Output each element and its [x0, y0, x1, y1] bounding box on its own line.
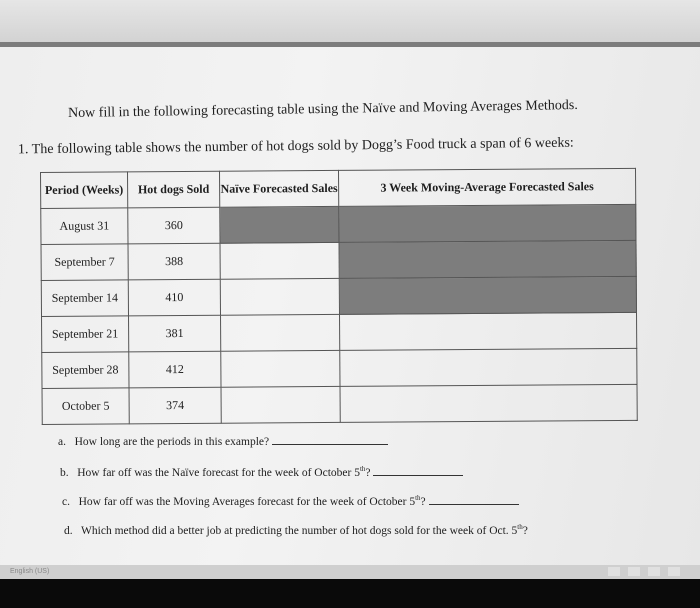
- naive-cell[interactable]: [220, 242, 339, 279]
- period-cell: August 31: [41, 208, 128, 245]
- table-row: [41, 276, 636, 316]
- ma-cell-disabled: [339, 204, 636, 242]
- ma-cell[interactable]: [340, 384, 637, 422]
- table-header-row: [41, 168, 636, 208]
- screen-top: [0, 0, 700, 44]
- superscript: th: [415, 494, 421, 502]
- subquestion-a: [58, 436, 388, 448]
- superscript: th: [517, 523, 523, 531]
- table-row: [42, 312, 637, 352]
- read-mode-icon[interactable]: [608, 567, 620, 576]
- naive-cell[interactable]: [221, 314, 340, 351]
- question-text: How far off was the Naïve forecast for the week of October 5: [77, 466, 360, 479]
- period-cell: September 21: [42, 316, 129, 353]
- monitor-bezel: [0, 579, 700, 608]
- sold-cell: 388: [128, 243, 220, 280]
- status-bar: [0, 565, 700, 579]
- sold-cell: 360: [128, 207, 220, 244]
- answer-blank[interactable]: [272, 444, 388, 445]
- question-text: Which method did a better job at predicting the number of hot dogs sold for the week of Oct. 5: [81, 524, 518, 537]
- forecast-table: [40, 168, 638, 425]
- subquestion-d: d. Which method did a better job at predicting the number of hot dogs sold for the week of Oct. 5th?: [64, 523, 528, 537]
- question-text: How long are the periods in this example?: [74, 436, 270, 448]
- letter: b.: [60, 466, 69, 479]
- period-cell: October 5: [42, 388, 129, 425]
- answer-blank[interactable]: [373, 475, 463, 476]
- ma-cell-disabled: [339, 276, 636, 314]
- naive-cell-disabled: [220, 206, 339, 243]
- period-cell: September 7: [41, 244, 128, 281]
- letter: a.: [58, 436, 66, 448]
- letter: c.: [62, 495, 70, 508]
- header-moving-average: 3 Week Moving-Average Forecasted Sales: [338, 168, 635, 206]
- subquestion-c: c. How far off was the Moving Averages forecast for the week of October 5th?: [62, 494, 519, 508]
- ma-cell-disabled: [339, 240, 636, 278]
- period-cell: September 28: [42, 352, 129, 389]
- sold-cell: 412: [129, 351, 221, 388]
- superscript: th: [359, 465, 366, 473]
- question-1: 1. The following table shows the number of hot dogs sold by Dogg’s Food truck a span of 6 weeks:: [17, 135, 574, 158]
- ma-cell[interactable]: [340, 312, 637, 350]
- print-layout-icon[interactable]: [628, 567, 640, 576]
- sold-cell: 381: [129, 315, 221, 352]
- table-row: [41, 204, 636, 244]
- zoom-icon[interactable]: [668, 567, 680, 576]
- naive-cell[interactable]: [220, 278, 339, 315]
- naive-cell[interactable]: [221, 386, 340, 423]
- answer-blank[interactable]: [429, 504, 519, 505]
- intro-text: Now fill in the following forecasting table using the Naïve and Moving Averages Methods.: [67, 97, 578, 122]
- naive-cell[interactable]: [221, 350, 340, 387]
- language-indicator[interactable]: English (US): [10, 568, 50, 575]
- question-text: How far off was the Moving Averages forecast for the week of October 5: [78, 495, 416, 508]
- sold-cell: 410: [128, 279, 220, 316]
- ma-cell[interactable]: [340, 348, 637, 386]
- header-naive: Naïve Forecasted Sales: [219, 170, 338, 207]
- header-sold: Hot dogs Sold: [128, 171, 220, 208]
- letter: d.: [64, 524, 73, 537]
- sold-cell: 374: [129, 387, 221, 424]
- header-period: Period (Weeks): [41, 172, 128, 209]
- table-row: [42, 384, 637, 424]
- table-row: [41, 240, 636, 280]
- subquestion-b: b. How far off was the Naïve forecast for the week of October 5th?: [60, 465, 463, 479]
- web-layout-icon[interactable]: [648, 567, 660, 576]
- period-cell: September 14: [41, 280, 128, 317]
- table-row: [42, 348, 637, 388]
